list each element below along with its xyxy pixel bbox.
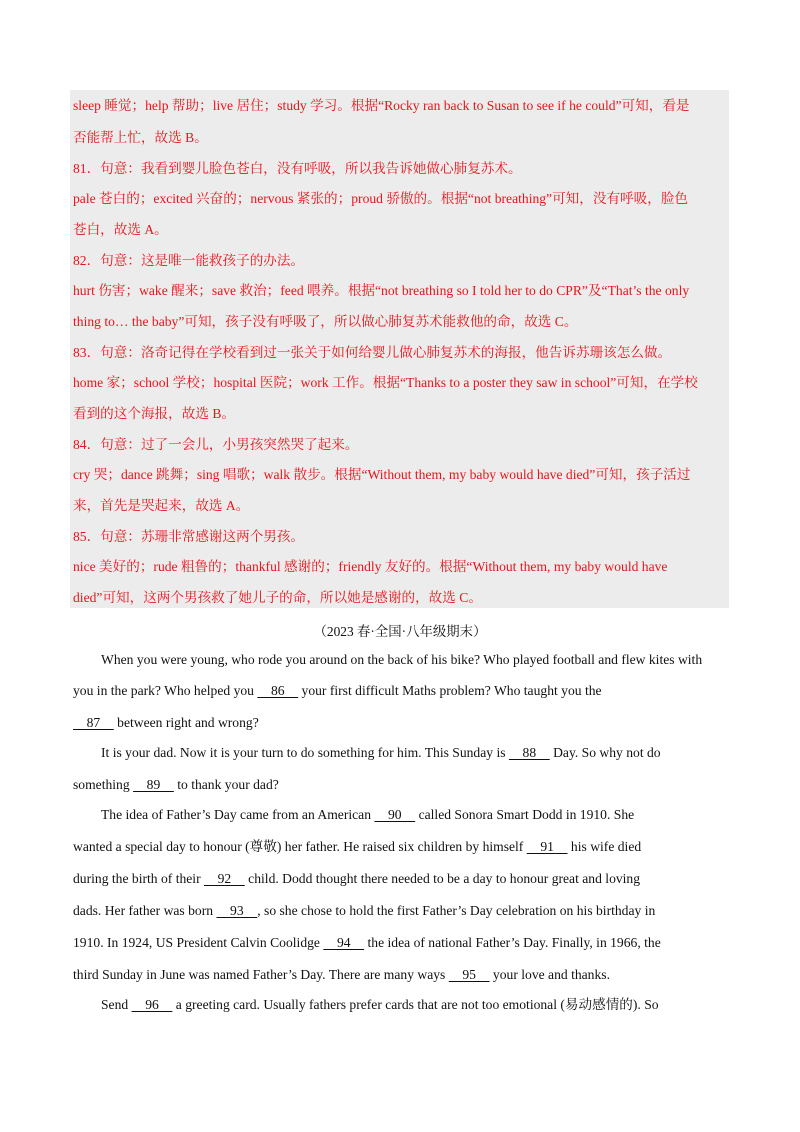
explanation-line: 来，首先是哭起来，故选 A。 (73, 498, 250, 513)
passage-line (73, 682, 602, 700)
blank-93[interactable]: 93 (216, 903, 258, 918)
blank-96[interactable]: 96 (131, 997, 173, 1012)
passage-text: , so she chose to hold the first Father’s Day celebration on his birthday in (257, 903, 656, 918)
explanation-line: 82．句意：这是唯一能救孩子的办法。 (73, 253, 305, 268)
blank-92[interactable]: 92 (204, 871, 245, 886)
passage-text: during the birth of their (73, 871, 204, 886)
passage-text: between right and wrong? (113, 715, 259, 730)
blank-94[interactable]: 94 (323, 935, 365, 950)
passage-text: The idea of Father’s Day came from an American (101, 807, 375, 822)
blank-86[interactable]: 86 (257, 683, 299, 698)
passage-text: called Sonora Smart Dodd in 1910. She (415, 807, 635, 822)
passage-text: something (73, 777, 134, 792)
blank-90[interactable]: 90 (374, 807, 416, 822)
passage-line: When you were young, who rode you around on the back of his bike? Who played football and flew kites with (101, 652, 703, 667)
explanation-line: 84．句意：过了一会儿，小男孩突然哭了起来。 (73, 437, 359, 452)
passage-line (73, 870, 640, 888)
explanation-line: 否能帮上忙，故选 B。 (73, 130, 208, 145)
explanation-line: 看到的这个海报，故选 B。 (73, 406, 235, 421)
passage-text: third Sunday in June was named Father’s Day. There are many ways (73, 967, 449, 982)
passage-line (73, 934, 661, 952)
passage-line (101, 806, 634, 824)
blank-89[interactable]: 89 (133, 777, 174, 792)
explanation-line: thing to… the baby”可知，孩子没有呼吸了，所以做心肺复苏术能救他的命，故选 C。 (73, 314, 578, 329)
blank-95[interactable]: 95 (448, 967, 490, 982)
passage-text: child. Dodd thought there needed to be a day to honour great and loving (244, 871, 641, 886)
passage-text: to thank your dad? (173, 777, 279, 792)
passage-text: Day. So why not do (549, 745, 661, 760)
passage-line (73, 838, 641, 856)
passage-line (73, 966, 610, 984)
blank-87[interactable]: 87 (73, 715, 114, 730)
passage-text: 1910. In 1924, US President Calvin Coolidge (73, 935, 324, 950)
passage-text: your love and thanks. (489, 967, 610, 982)
passage-line (73, 902, 655, 920)
passage-text: his wife died (567, 839, 642, 854)
passage-text: a greeting card. Usually fathers prefer cards that are not too emotional (易动感情的). So (172, 997, 659, 1012)
explanation-line: nice 美好的；rude 粗鲁的；thankful 感谢的；friendly 友好的。根据“Without them, my baby would have (73, 559, 668, 574)
explanation-line: home 家；school 学校；hospital 医院；work 工作。根据“Thanks to a poster they saw in school”可知，在学校 (73, 375, 698, 390)
explanation-line: 81．句意：我看到婴儿脸色苍白，没有呼吸，所以我告诉她做心肺复苏术。 (73, 161, 522, 176)
explanation-line: sleep 睡觉；help 帮助；live 居住；study 学习。根据“Rocky ran back to Susan to see if he could”可知，看是 (73, 98, 690, 113)
blank-91[interactable]: 91 (526, 839, 568, 854)
passage-text: you in the park? Who helped you (73, 683, 258, 698)
passage-line (101, 744, 661, 762)
explanation-line: 苍白，故选 A。 (73, 222, 168, 237)
explanation-line: 85．句意：苏珊非常感谢这两个男孩。 (73, 529, 305, 544)
blank-88[interactable]: 88 (508, 745, 550, 760)
source-heading: （2023 春·全国·八年级期末） (313, 624, 487, 639)
passage-text: Send (101, 997, 132, 1012)
explanation-line: hurt 伤害；wake 醒来；save 救治；feed 喂养。根据“not breathing so I told her to do CPR”及“That’s the only (73, 283, 690, 298)
passage-text: wanted a special day to honour (尊敬) her father. He raised six children by himself (73, 839, 527, 854)
explanation-line: died”可知，这两个男孩救了她儿子的命，所以她是感谢的，故选 C。 (73, 590, 482, 605)
explanation-line: cry 哭；dance 跳舞；sing 唱歌；walk 散步。根据“Without them, my baby would have died”可知，孩子活过 (73, 467, 691, 482)
passage-text: It is your dad. Now it is your turn to do something for him. This Sunday is (101, 745, 509, 760)
explanation-line: pale 苍白的；excited 兴奋的；nervous 紧张的；proud 骄傲的。根据“not breathing”可知，没有呼吸，脸色 (73, 191, 689, 206)
passage-line (73, 776, 279, 794)
passage-line (73, 714, 259, 732)
passage-line (101, 996, 659, 1014)
passage-text: your first difficult Maths problem? Who taught you the (298, 683, 602, 698)
passage-text: dads. Her father was born (73, 903, 217, 918)
explanation-line: 83．句意：洛奇记得在学校看到过一张关于如何给婴儿做心肺复苏术的海报，他告诉苏珊该怎么做。 (73, 345, 672, 360)
passage-text: the idea of national Father’s Day. Finally, in 1966, the (364, 935, 661, 950)
